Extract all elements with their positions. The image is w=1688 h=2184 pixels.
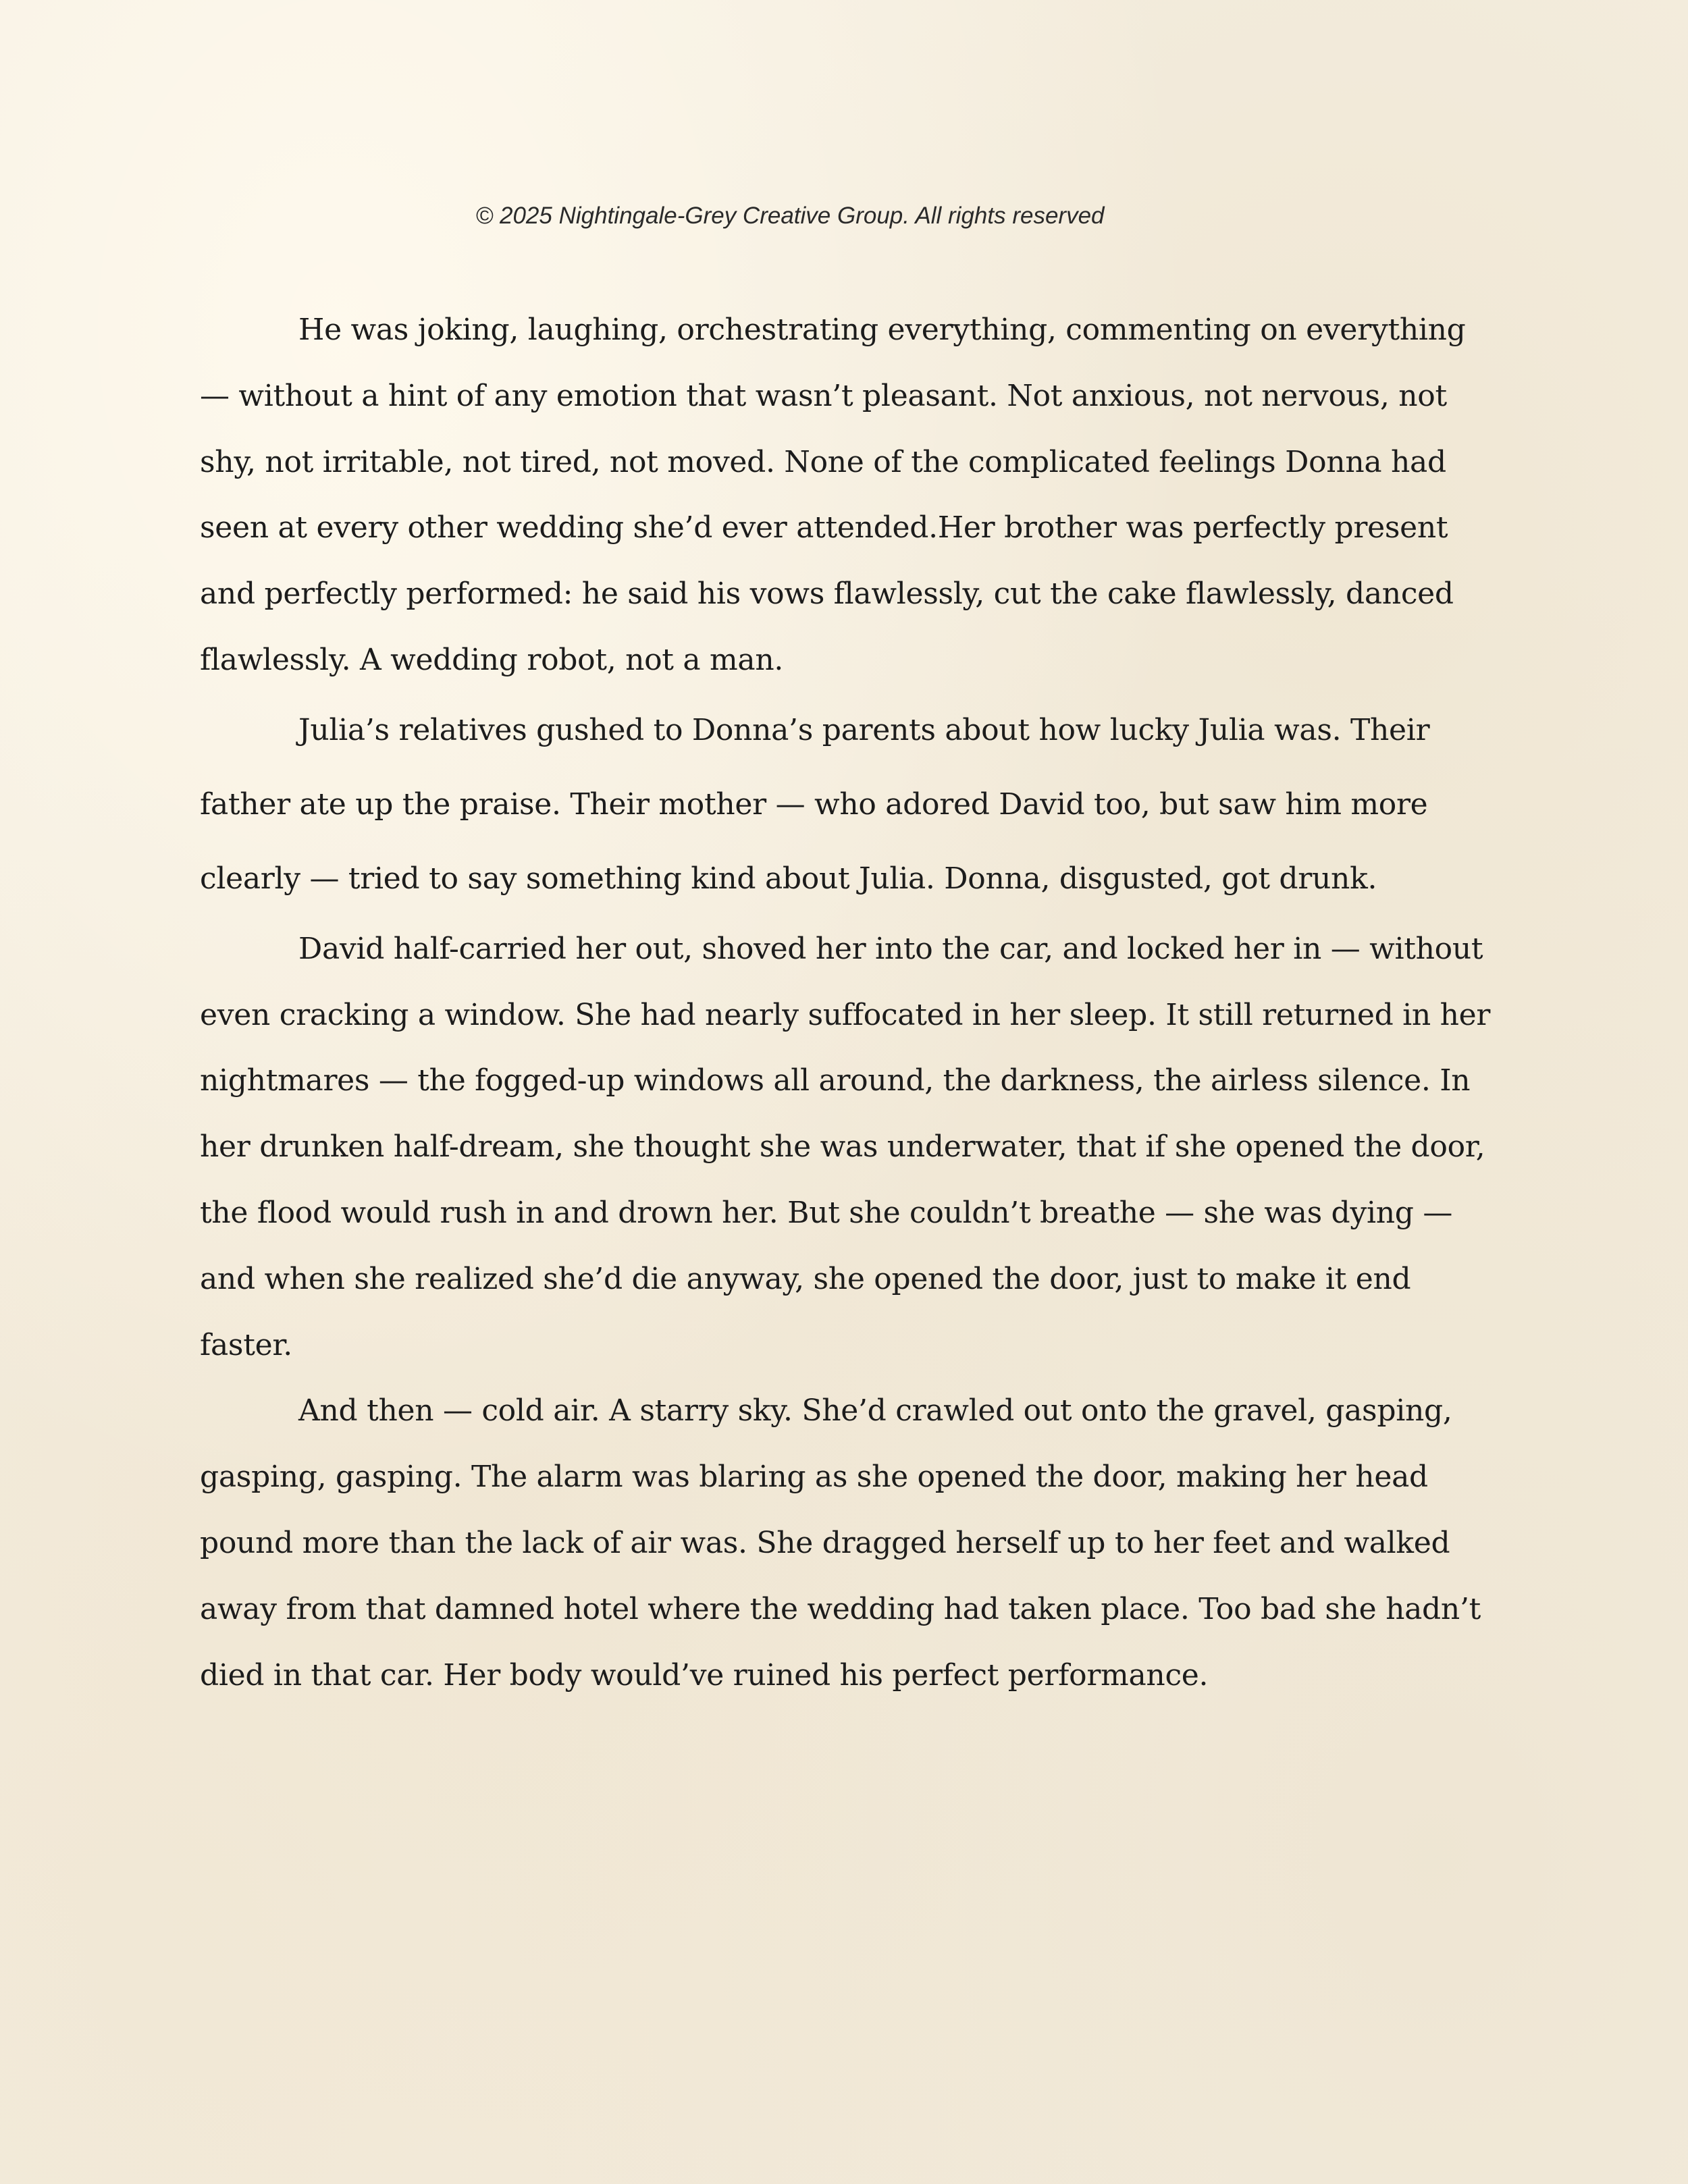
story-body (200, 297, 1503, 1708)
copyright-notice: © 2025 Nightingale-Grey Creative Group. All rights reserved (475, 203, 1105, 229)
paragraph-2: Julia’s relatives gushed to Donna’s parents about how lucky Julia was. Their father ate up the praise. Their mother — who adored David too, but saw him more clearly — tried to say something kind about Julia. Donna, disgusted, got drunk. (200, 712, 1430, 896)
paragraph-1: He was joking, laughing, orchestrating everything, commenting on everything — without a hint of any emotion that wasn’t pleasant. Not anxious, not nervous, not shy, not irritable, not tired, not moved. None of the complicated feelings Donna had seen at every other wedding she’d ever attended.Her brother was perfectly present and perfectly performed: he said his vows flawlessly, cut the cake flawlessly, danced flawlessly. A wedding robot, not a man. (200, 313, 1466, 677)
paragraph-3: David half-carried her out, shoved her into the car, and locked her in — without even cracking a window. She had nearly suffocated in her sleep. It still returned in her nightmares — the fogged-up windows all around, the darkness, the airless silence. In her drunken half-dream, she thought she was underwater, that if she opened the door, the flood would rush in and drown her. But she couldn’t breathe — she was dying — and when she realized she’d die anyway, she opened the door, just to make it end faster. (200, 931, 1491, 1362)
paragraph-4: And then — cold air. A starry sky. She’d crawled out onto the gravel, gasping, gasping, gasping. The alarm was blaring as she opened the door, making her head pound more than the lack of air was. She dragged herself up to her feet and walked away from that damned hotel where the wedding had taken place. Too bad she hadn’t died in that car. Her body would’ve ruined his perfect performance. (200, 1393, 1481, 1693)
